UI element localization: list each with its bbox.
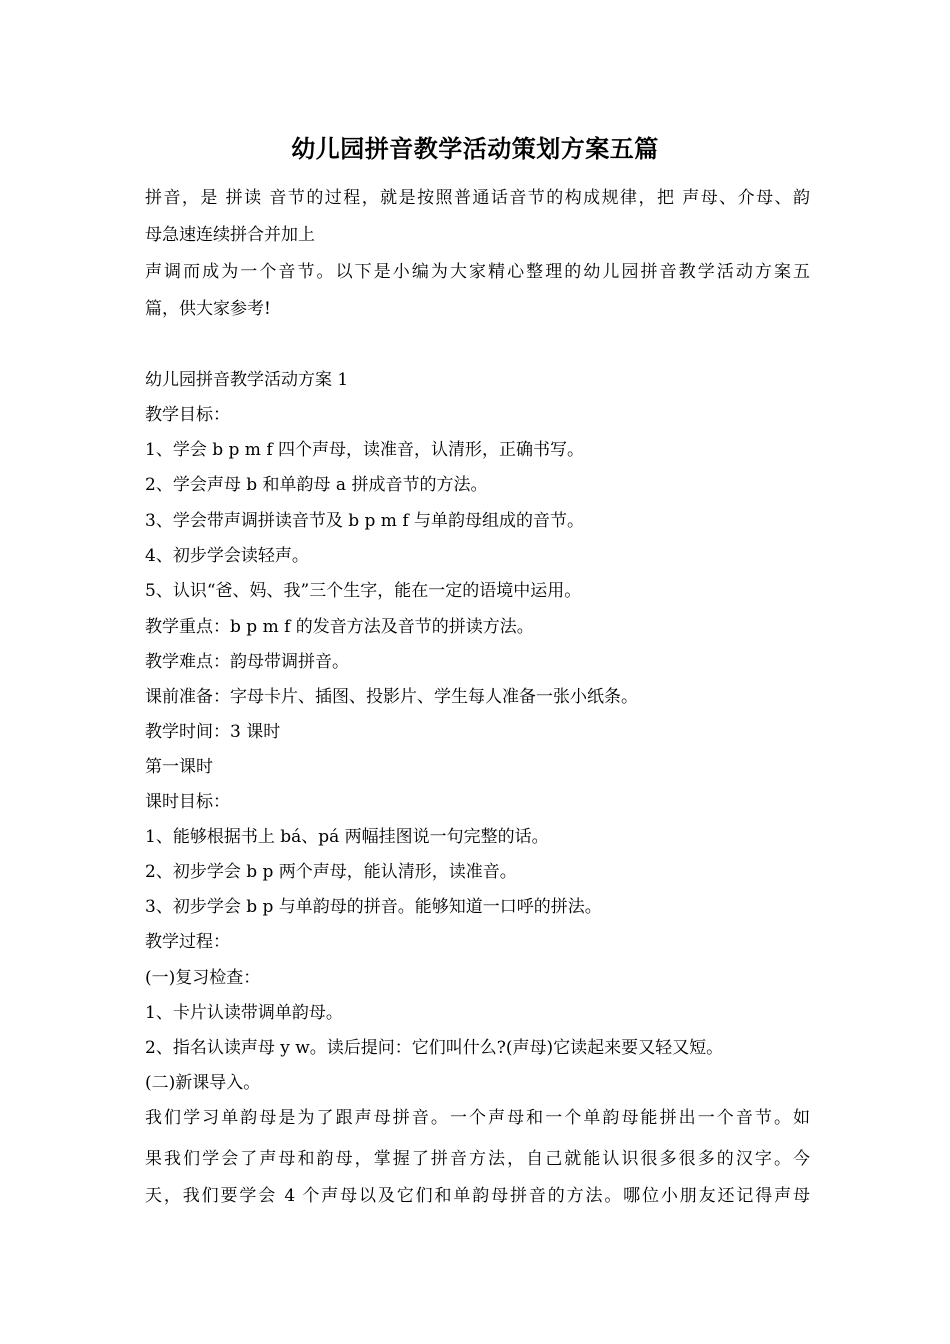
paragraph-line: 教学目标： — [145, 405, 230, 425]
paragraph-line: 声调而成为一个音节。以下是小编为大家精心整理的幼儿园拼音教学活动方案五 — [145, 262, 810, 282]
paragraph-line: 果我们学会了声母和韵母，掌握了拼音方法，自己就能认识很多很多的汉字。今 — [145, 1149, 810, 1169]
list-item: 4、初步学会读轻声。 — [145, 546, 309, 566]
list-item: 2、学会声母 b 和单韵母 a 拼成音节的方法。 — [145, 475, 488, 495]
paragraph-line: 母急速连续拼合并加上 — [145, 225, 315, 245]
paragraph-line: 教学过程： — [145, 932, 230, 952]
paragraph-line: 拼音，是 拼读 音节的过程，就是按照普通话音节的构成规律，把 声母、介母、韵 — [145, 188, 810, 208]
paragraph-line: 天，我们要学会 4 个声母以及它们和单韵母拼音的方法。哪位小朋友还记得声母 — [145, 1186, 810, 1206]
list-item: 2、指名认读声母 y w。读后提问：它们叫什么?(声母)它读起来要又轻又短。 — [145, 1038, 724, 1058]
paragraph-line: 课前准备：字母卡片、插图、投影片、学生每人准备一张小纸条。 — [145, 687, 638, 707]
paragraph-line: 课时目标： — [145, 792, 230, 812]
list-item: 3、学会带声调拼读音节及 b p m f 与单韵母组成的音节。 — [145, 511, 585, 531]
paragraph-line: 教学难点：韵母带调拼音。 — [145, 652, 349, 672]
paragraph-line: 篇，供大家参考! — [145, 299, 271, 319]
paragraph-line: 教学时间：3 课时 — [145, 722, 281, 742]
paragraph-line: 我们学习单韵母是为了跟声母拼音。一个声母和一个单韵母能拼出一个音节。如 — [145, 1108, 810, 1128]
list-item: 1、能够根据书上 bá、pá 两幅挂图说一句完整的话。 — [145, 827, 549, 847]
list-item: 3、初步学会 b p 与单韵母的拼音。能够知道一口呼的拼法。 — [145, 897, 602, 917]
list-item: 1、卡片认读带调单韵母。 — [145, 1003, 343, 1023]
paragraph-line: 第一课时 — [145, 757, 213, 777]
list-item: 2、初步学会 b p 两个声母，能认清形，读准音。 — [145, 862, 517, 882]
section-heading: 幼儿园拼音教学活动方案 1 — [145, 370, 349, 390]
paragraph-line: 教学重点：b p m f 的发音方法及音节的拼读方法。 — [145, 617, 534, 637]
document-title: 幼儿园拼音教学活动策划方案五篇 — [291, 134, 659, 163]
list-item: 1、学会 b p m f 四个声母，读准音，认清形，正确书写。 — [145, 440, 585, 460]
paragraph-line: (二)新课导入。 — [145, 1073, 261, 1093]
list-item: 5、认识“爸、妈、我”三个生字，能在一定的语境中运用。 — [145, 581, 582, 601]
paragraph-line: (一)复习检查： — [145, 968, 261, 988]
